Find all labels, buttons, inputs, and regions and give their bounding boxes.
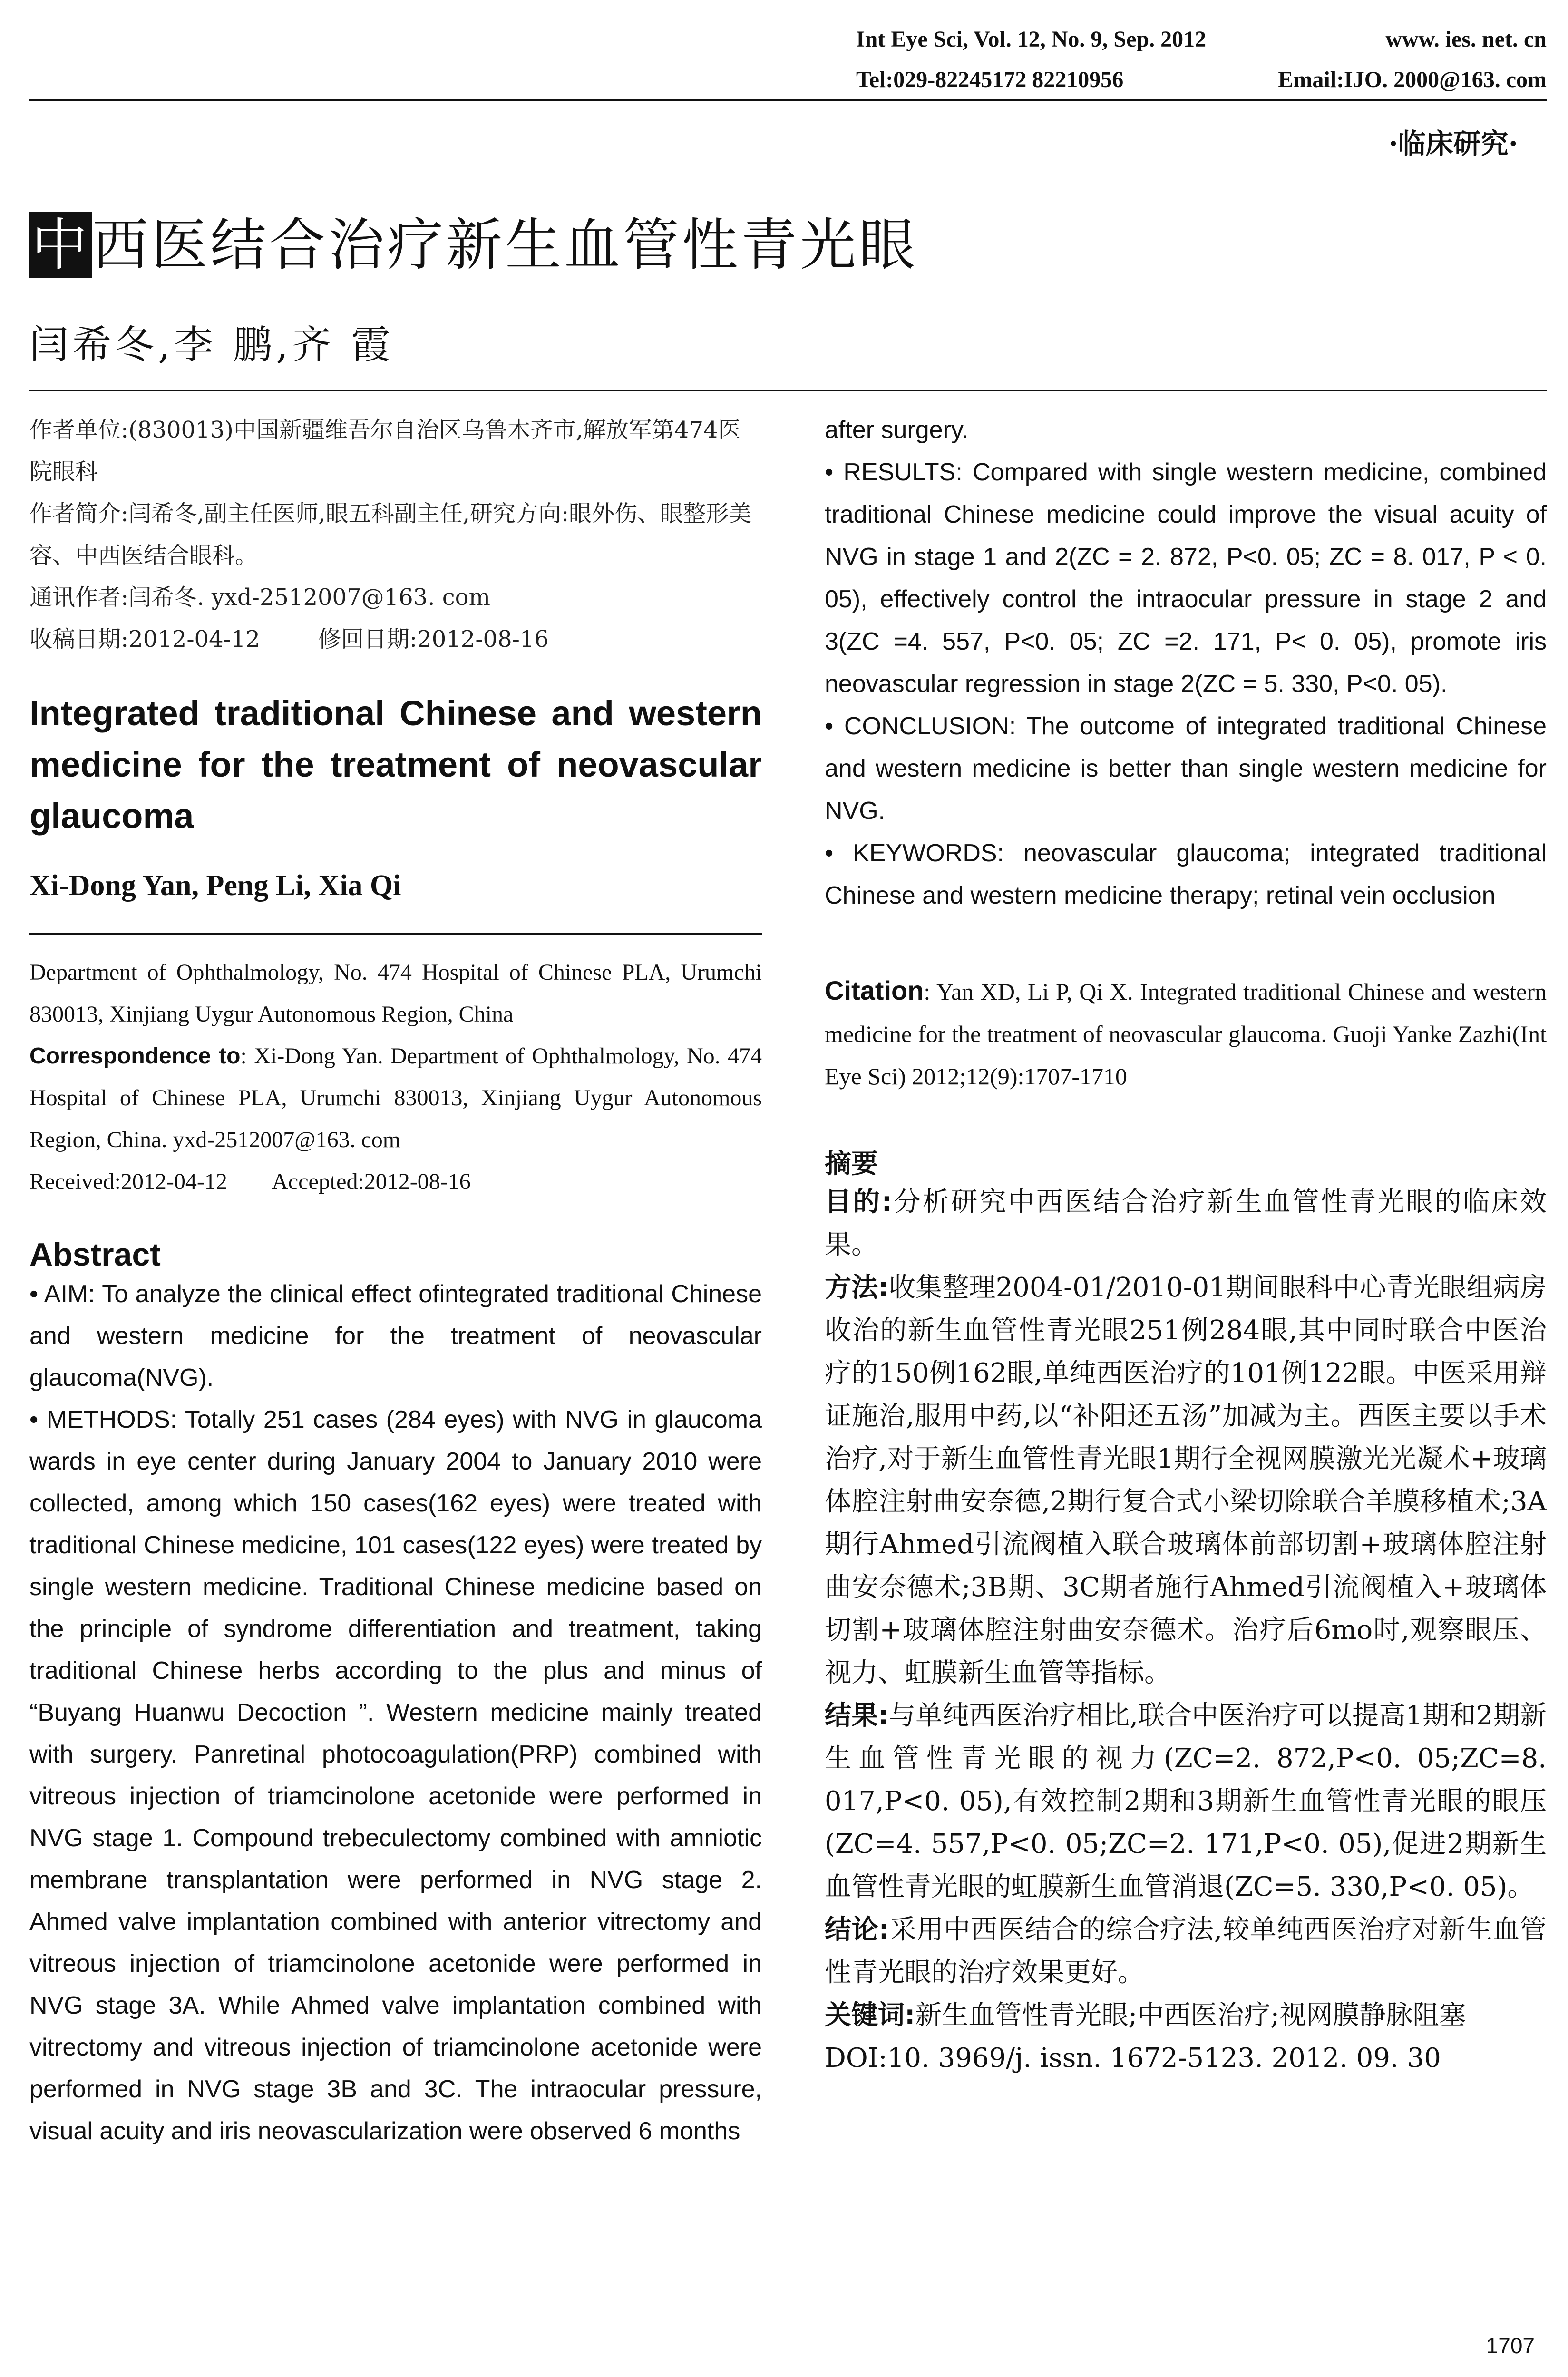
citation-text: : Yan XD, Li P, Qi X. Integrated traditional Chinese and western medicine for the treatment of neovascular glaucoma. Guoji Yanke Zazhi(Int Eye Sci) 2012;12(9):1707-1710: [825, 978, 1547, 1090]
title-drop-cap: 中: [29, 212, 92, 278]
page-number: 1707: [1486, 2333, 1535, 2358]
authors-rule: [29, 933, 762, 935]
journal-info: Int Eye Sci, Vol. 12, No. 9, Sep. 2012: [856, 27, 1207, 52]
abstract-cn-text: 采用中西医结合的综合疗法,较单纯西医治疗对新生血管性青光眼的治疗效果更好。: [825, 1914, 1547, 1988]
affiliation-en: Department of Ophthalmology, No. 474 Hospital of Chinese PLA, Urumchi 830013, Xinjiang Uygur Autonomous Region, China: [29, 960, 762, 1027]
journal-tel: Tel:029-82245172 82210956: [856, 67, 1124, 92]
abstract-cn-label: 目的:: [825, 1187, 893, 1218]
abstract-conclusion: • CONCLUSION: The outcome of integrated traditional Chinese and western medicine is better than single western medicine for NVG.: [825, 712, 1547, 825]
page-title: [29, 200, 918, 281]
journal-website: www. ies. net. cn: [1385, 27, 1547, 52]
author-bio-cn: 作者简介:闫希冬,副主任医师,眼五科副主任,研究方向:眼外伤、眼整形美容、中西医结合眼科。: [29, 500, 752, 569]
affiliation-cn: 作者单位:(830013)中国新疆维吾尔自治区乌鲁木齐市,解放军第474医院眼科: [29, 417, 741, 485]
doi: DOI:10. 3969/j. issn. 1672-5123. 2012. 09. 30: [825, 2043, 1441, 2074]
section-tag: ·临床研究·: [1388, 127, 1518, 160]
abstract-heading: Abstract: [29, 1237, 161, 1273]
authors-en: Xi-Dong Yan, Peng Li, Xia Qi: [29, 869, 401, 902]
abstract-cn-text: 收集整理2004-01/2010-01期间眼科中心青光眼组病房收治的新生血管性青光眼251例284眼,其中同时联合中医治疗的150例162眼,单纯西医治疗的101例122眼。中医采用辩证施治,服用中药,以“补阳还五汤”加减为主。西医主要以手术治疗,对于新生血管性青光眼1期行全视网膜激光光凝术+玻璃体腔注射曲安奈德,2期行复合式小梁切除联合羊膜移植术;3A期行Ahmed引流阀植入联合玻璃体前部切割+玻璃体腔注射曲安奈德术;3B期、3C期者施行Ahmed引流阀植入+玻璃体切割+玻璃体腔注射曲安奈德术。治疗后6mo时,观察眼压、视力、虹膜新生血管等指标。: [825, 1272, 1547, 1688]
title-en: Integrated traditional Chinese and western medicine for the treatment of neovascular glaucoma: [29, 693, 762, 836]
abstract-cn-results: [825, 1695, 1547, 1909]
abstract-methods: • METHODS: Totally 251 cases (284 eyes) with NVG in glaucoma wards in eye center during January 2004 to January 2010 were collected, among which 150 cases(162 eyes) were treated with traditional Chinese medicine, 101 cases(122 eyes) were treated by single western medicine. Traditional Chinese medicine based on the principle of syndrome differentiation and treatment, taking traditional Chinese herbs according to the plus and minus of “Buyang Huanwu Decoction ”. Western medicine mainly treated with surgery. Panretinal photocoagulation(PRP) combined with vitreous injection of triamcinolone acetonide were performed in NVG stage 1. Compound trebeculectomy combined with amniotic membrane transplantation were performed in NVG stage 2. Ahmed valve implantation combined with anterior vitrectomy and vitreous injection of triamcinolone acetonide were performed in NVG stage 3A. While Ahmed valve implantation combined with vitrectomy and vitreous injection of triamcinolone acetonide were performed in NVG stage 3B and 3C. The intraocular pressure, visual acuity and iris neovascularization were observed 6 months: [29, 1406, 762, 2145]
dates-cn: 收稿日期:2012-04-12 修回日期:2012-08-16: [29, 626, 549, 653]
title-rest: 西医结合治疗新生血管性青光眼: [92, 212, 918, 278]
abstract-cn-label: 关键词:: [825, 2000, 915, 2031]
dates-en: Received:2012-04-12 Accepted:2012-08-16: [29, 1169, 471, 1194]
correspondence-text: : Xi-Dong Yan. Department of Ophthalmology, No. 474 Hospital of Chinese PLA, Urumchi 830013, Xinjiang Uygur Autonomous Region, China. yxd-2512007@163. com: [29, 1043, 762, 1152]
header-rule: [29, 99, 1547, 101]
abstract-cn-methods: [825, 1266, 1547, 1695]
authors-cn: 闫希冬,李 鹏,齐 霞: [29, 322, 394, 368]
abstract-cn-text: 新生血管性青光眼;中西医治疗;视网膜静脉阻塞: [915, 2000, 1466, 2031]
abstract-keywords: • KEYWORDS: neovascular glaucoma; integrated traditional Chinese and western medicine therapy; retinal vein occlusion: [825, 839, 1547, 909]
abstract-results: • RESULTS: Compared with single western medicine, combined traditional Chinese medicine could improve the visual acuity of NVG in stage 1 and 2(ZC = 2. 872, P<0. 05; ZC = 8. 017, P < 0. 05), effectively control the intraocular pressure in stage 2 and 3(ZC =4. 557, P<0. 05; ZC =2. 171, P< 0. 05), promote iris neovascular regression in stage 2(ZC = 5. 330, P<0. 05).: [825, 458, 1547, 698]
author-info-cn: [29, 409, 762, 660]
abstract-methods-cont: after surgery.: [825, 416, 969, 444]
citation: [825, 969, 1547, 1098]
abstract-cn-label: 方法:: [825, 1272, 889, 1303]
abstract-cn-keywords: [825, 1994, 1547, 2037]
correspondence-label: Correspondence to: [29, 1043, 241, 1069]
right-column: [825, 409, 1547, 2080]
abstract-cn-heading: 摘要: [825, 1149, 878, 1179]
abstract-cn-aim: [825, 1181, 1547, 1266]
correspondence-en: [29, 1035, 762, 1161]
abstract-cn-label: 结论:: [825, 1914, 890, 1945]
abstract-cn-label: 结果:: [825, 1700, 889, 1731]
abstract-cn-conclusion: [825, 1909, 1547, 1994]
corresponding-author-cn: 通讯作者:闫希冬. yxd-2512007@163. com: [29, 584, 491, 611]
journal-email: Email:IJO. 2000@163. com: [1278, 67, 1547, 92]
left-column: [29, 409, 762, 2152]
title-rule: [29, 390, 1547, 391]
abstract-cn-text: 与单纯西医治疗相比,联合中医治疗可以提高1期和2期新生血管性青光眼的视力(ZC=2. 872,P<0. 05;ZC=8. 017,P<0. 05),有效控制2期和3期新生血管性青光眼的眼压(ZC=4. 557,P<0. 05;ZC=2. 171,P<0. 05),促进2期新生血管性青光眼的虹膜新生血管消退(ZC=5. 330,P<0. 05)。: [825, 1700, 1547, 1902]
abstract-aim: • AIM: To analyze the clinical effect ofintegrated traditional Chinese and western medicine for the treatment of neovascular glaucoma(NVG).: [29, 1280, 762, 1392]
affiliation-block: [29, 952, 762, 1203]
abstract-cn-text: 分析研究中西医结合治疗新生血管性青光眼的临床效果。: [825, 1187, 1547, 1260]
citation-label: Citation: [825, 975, 924, 1005]
